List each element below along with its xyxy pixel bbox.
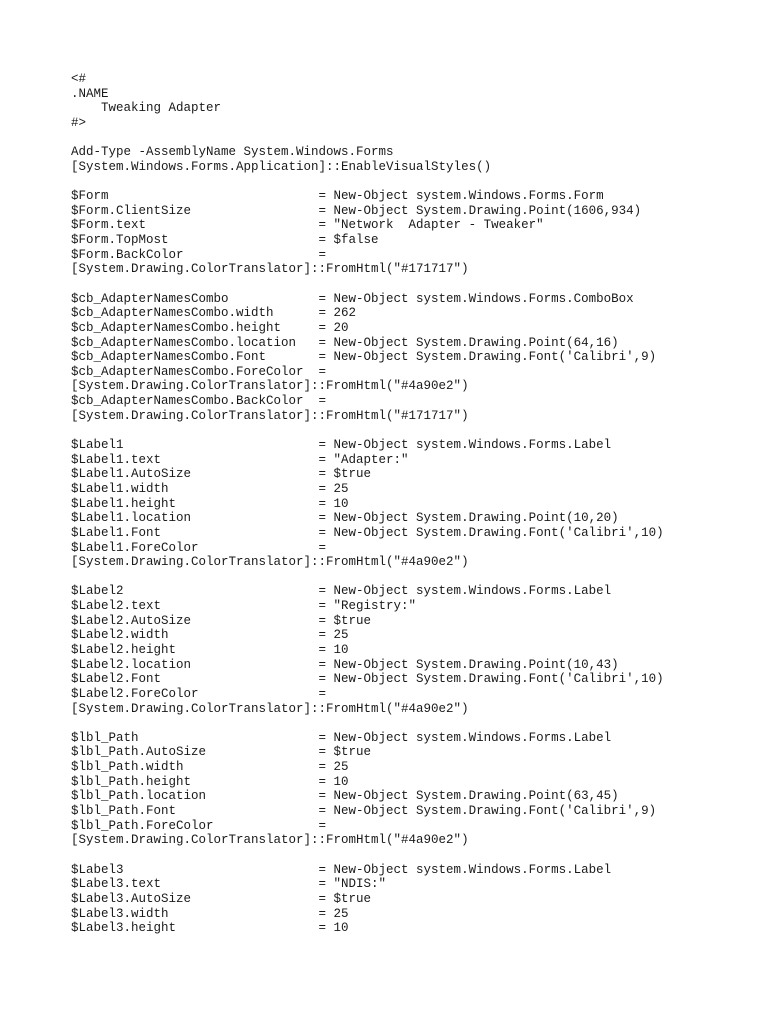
code-line: [System.Windows.Forms.Application]::EnableVisualStyles() [71, 159, 492, 174]
code-line: $lbl_Path.width = 25 [71, 760, 349, 775]
code-line [71, 277, 664, 292]
code-line: [System.Drawing.ColorTranslator]::FromHtml("#171717") [71, 262, 469, 277]
code-line: $Label2.location = New-Object System.Drawing.Point(10,43) [71, 657, 619, 672]
code-line: [System.Drawing.ColorTranslator]::FromHtml("#171717") [71, 408, 469, 423]
code-line: $Label2.ForeColor = [71, 686, 327, 701]
code-line: $Form = New-Object system.Windows.Forms.Form [71, 189, 604, 204]
code-line: $Label1 = New-Object system.Windows.Forms.Label [71, 438, 612, 453]
code-line: $lbl_Path.Font = New-Object System.Drawing.Font('Calibri',9) [71, 804, 657, 819]
code-line: $Label1.location = New-Object System.Drawing.Point(10,20) [71, 511, 619, 526]
code-line: $Label1.width = 25 [71, 481, 349, 496]
code-line [71, 570, 664, 585]
code-line [71, 716, 664, 731]
code-line: $Form.text = "Network Adapter - Tweaker" [71, 218, 544, 233]
code-line: $Label1.height = 10 [71, 496, 349, 511]
code-line: $Label1.text = "Adapter:" [71, 452, 409, 467]
code-line: .NAME [71, 86, 109, 101]
code-line: [System.Drawing.ColorTranslator]::FromHtml("#4a90e2") [71, 833, 469, 848]
code-line: Add-Type -AssemblyName System.Windows.Forms [71, 145, 394, 160]
code-line: $Label3.width = 25 [71, 906, 349, 921]
code-line: $cb_AdapterNamesCombo.location = New-Object System.Drawing.Point(64,16) [71, 335, 619, 350]
code-line: $Label3.AutoSize = $true [71, 891, 372, 906]
code-line: $lbl_Path.height = 10 [71, 774, 349, 789]
code-line: Tweaking Adapter [71, 101, 222, 116]
code-line: $Form.ClientSize = New-Object System.Drawing.Point(1606,934) [71, 203, 642, 218]
code-line: $cb_AdapterNamesCombo.Font = New-Object System.Drawing.Font('Calibri',9) [71, 350, 657, 365]
code-line: $Label2.Font = New-Object System.Drawing.Font('Calibri',10) [71, 672, 664, 687]
code-line: $cb_AdapterNamesCombo.width = 262 [71, 306, 357, 321]
code-line: $Label3 = New-Object system.Windows.Forms.Label [71, 862, 612, 877]
code-line [71, 174, 664, 189]
code-line: $Label3.height = 10 [71, 921, 349, 936]
code-line: $lbl_Path.ForeColor = [71, 818, 327, 833]
code-line: $cb_AdapterNamesCombo.BackColor = [71, 394, 327, 409]
code-line: $Label2.text = "Registry:" [71, 599, 417, 614]
code-line: $Label3.text = "NDIS:" [71, 877, 387, 892]
code-line: <# [71, 72, 87, 86]
code-line: $cb_AdapterNamesCombo.ForeColor = [71, 364, 327, 379]
code-line: $lbl_Path = New-Object system.Windows.Forms.Label [71, 730, 612, 745]
code-line: [System.Drawing.ColorTranslator]::FromHtml("#4a90e2") [71, 701, 469, 716]
code-line: $Label2.width = 25 [71, 628, 349, 643]
code-line: $Label1.Font = New-Object System.Drawing.Font('Calibri',10) [71, 525, 664, 540]
code-line [71, 423, 664, 438]
code-line: #> [71, 115, 87, 130]
code-line: $Label2 = New-Object system.Windows.Forms.Label [71, 584, 612, 599]
code-line: $Label2.height = 10 [71, 642, 349, 657]
code-line [71, 848, 664, 863]
code-listing [71, 72, 664, 936]
code-line: $Label1.ForeColor = [71, 540, 327, 555]
code-line: $lbl_Path.AutoSize = $true [71, 745, 372, 760]
code-line: $Form.BackColor = [71, 247, 327, 262]
code-line: $cb_AdapterNamesCombo = New-Object system.Windows.Forms.ComboBox [71, 291, 634, 306]
code-line: [System.Drawing.ColorTranslator]::FromHtml("#4a90e2") [71, 379, 469, 394]
code-line [71, 131, 664, 146]
code-line: [System.Drawing.ColorTranslator]::FromHtml("#4a90e2") [71, 555, 469, 570]
code-line: $Label2.AutoSize = $true [71, 613, 372, 628]
code-line: $cb_AdapterNamesCombo.height = 20 [71, 320, 349, 335]
code-line: $Form.TopMost = $false [71, 233, 379, 248]
code-line: $Label1.AutoSize = $true [71, 467, 372, 482]
code-line: $lbl_Path.location = New-Object System.Drawing.Point(63,45) [71, 789, 619, 804]
